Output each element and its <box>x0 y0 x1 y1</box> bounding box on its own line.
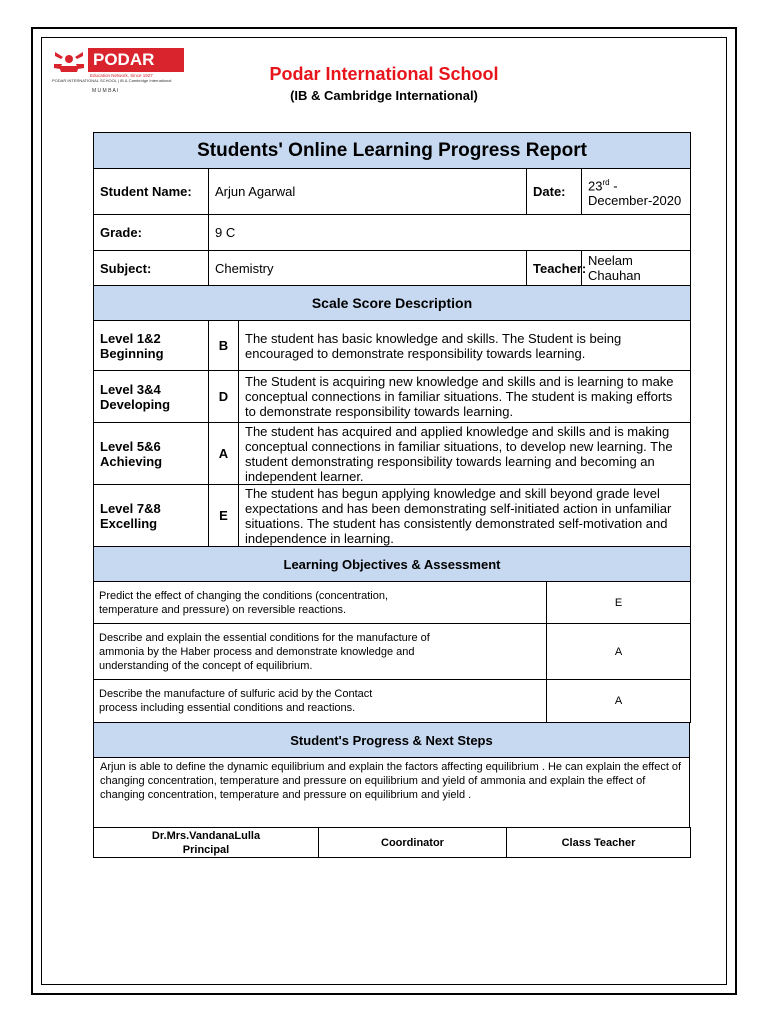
scale-row <box>94 371 691 423</box>
student-name-label: Student Name: <box>94 169 209 215</box>
level-name: Achieving <box>100 453 163 469</box>
scale-description: The student has basic knowledge and skills. The Student is being encouraged to demonstrate responsibility towards learning. <box>239 321 691 371</box>
objective-text: Describe and explain the essential conditions for the manufacture of ammonia by the Haber process and demonstrate knowledge and understanding of the concept of equilibrium. <box>94 624 547 680</box>
school-name: Podar International School <box>269 64 499 84</box>
report-title: Students' Online Learning Progress Report <box>94 133 691 169</box>
level-range: Level 1&2 <box>100 330 161 346</box>
objective-row <box>94 624 691 680</box>
level-name: Beginning <box>100 345 164 361</box>
progress-header: Student's Progress & Next Steps <box>94 723 690 758</box>
objective-grade: E <box>547 582 691 624</box>
logo-line2: PODAR INTERNATIONAL SCHOOL | IB & Cambridge International <box>52 78 172 83</box>
principal-name: Dr.Mrs.VandanaLulla <box>151 829 261 842</box>
signature-table <box>93 827 691 858</box>
progress-text: Arjun is able to define the dynamic equilibrium and explain the factors affecting equilibrium . He can explain the effect of changing concentration, temperature and pressure on equilibrium and yield of ammonia and explain the effect of changing concentration, temperature and pressure on equilibrium and yield . <box>94 758 690 828</box>
class-teacher-signature: Class Teacher <box>507 828 691 858</box>
level-name: Developing <box>100 396 171 412</box>
principal-title: Principal <box>182 843 230 856</box>
date-day: 23 <box>588 178 603 194</box>
scale-row <box>94 321 691 371</box>
scale-header: Scale Score Description <box>94 286 691 321</box>
teacher-label: Teacher: <box>527 251 582 286</box>
scale-grade: A <box>209 423 239 485</box>
subject-label: Subject: <box>94 251 209 286</box>
logo-wordmark: PODAR <box>93 50 155 69</box>
teacher-value: Neelam Chauhan <box>582 251 691 286</box>
subject-value: Chemistry <box>209 251 527 286</box>
level-name: Excelling <box>100 515 158 531</box>
objective-text: Describe the manufacture of sulfuric acid by the Contact process including essential conditions and reactions. <box>94 680 547 723</box>
scale-level <box>94 423 209 485</box>
objectives-header: Learning Objectives & Assessment <box>94 547 691 582</box>
scale-grade: B <box>209 321 239 371</box>
coordinator-signature: Coordinator <box>319 828 507 858</box>
level-range: Level 3&4 <box>100 381 161 397</box>
level-range: Level 5&6 <box>100 438 161 454</box>
logo-city: M U M B A I <box>92 88 119 94</box>
date-value <box>582 169 691 215</box>
logo-tagline: Education Network, Since 1927 <box>90 73 153 78</box>
date-label: Date: <box>527 169 582 215</box>
grade-value: 9 C <box>209 215 691 251</box>
date-suffix: rd <box>602 177 610 187</box>
scale-description: The student has acquired and applied knowledge and skills and is making conceptual connections in familiar situations, to develop new learning. The student demonstrating responsibility towards learning and becoming an independent learner. <box>239 423 691 485</box>
objective-row <box>94 582 691 624</box>
report-card <box>93 132 690 858</box>
principal-signature <box>94 828 319 858</box>
scale-row <box>94 423 691 485</box>
objective-row <box>94 680 691 723</box>
scale-row <box>94 485 691 547</box>
scale-table <box>93 285 691 547</box>
scale-level <box>94 371 209 423</box>
student-name-value: Arjun Agarwal <box>209 169 527 215</box>
level-range: Level 7&8 <box>100 500 161 516</box>
grade-label: Grade: <box>94 215 209 251</box>
date-rest: - December-2020 <box>588 178 682 209</box>
scale-level <box>94 321 209 371</box>
progress-table <box>93 722 690 828</box>
objectives-table <box>93 546 691 723</box>
scale-grade: D <box>209 371 239 423</box>
objective-grade: A <box>547 680 691 723</box>
objective-text: Predict the effect of changing the conditions (concentration, temperature and pressure) on reversible reactions. <box>94 582 547 624</box>
scale-description: The student has begun applying knowledge and skill beyond grade level expectations and has been demonstrating self-initiated action in unfamiliar situations. The student has consistently demonstrated self-motivation and independence in learning. <box>239 485 691 547</box>
student-info-table <box>93 132 691 286</box>
school-subtitle: (IB & Cambridge International) <box>290 88 478 103</box>
scale-grade: E <box>209 485 239 547</box>
scale-level <box>94 485 209 547</box>
scale-description: The Student is acquiring new knowledge and skills and is learning to make conceptual connections in familiar situations. The student is making efforts to demonstrate responsibility towards learning. <box>239 371 691 423</box>
objective-grade: A <box>547 624 691 680</box>
